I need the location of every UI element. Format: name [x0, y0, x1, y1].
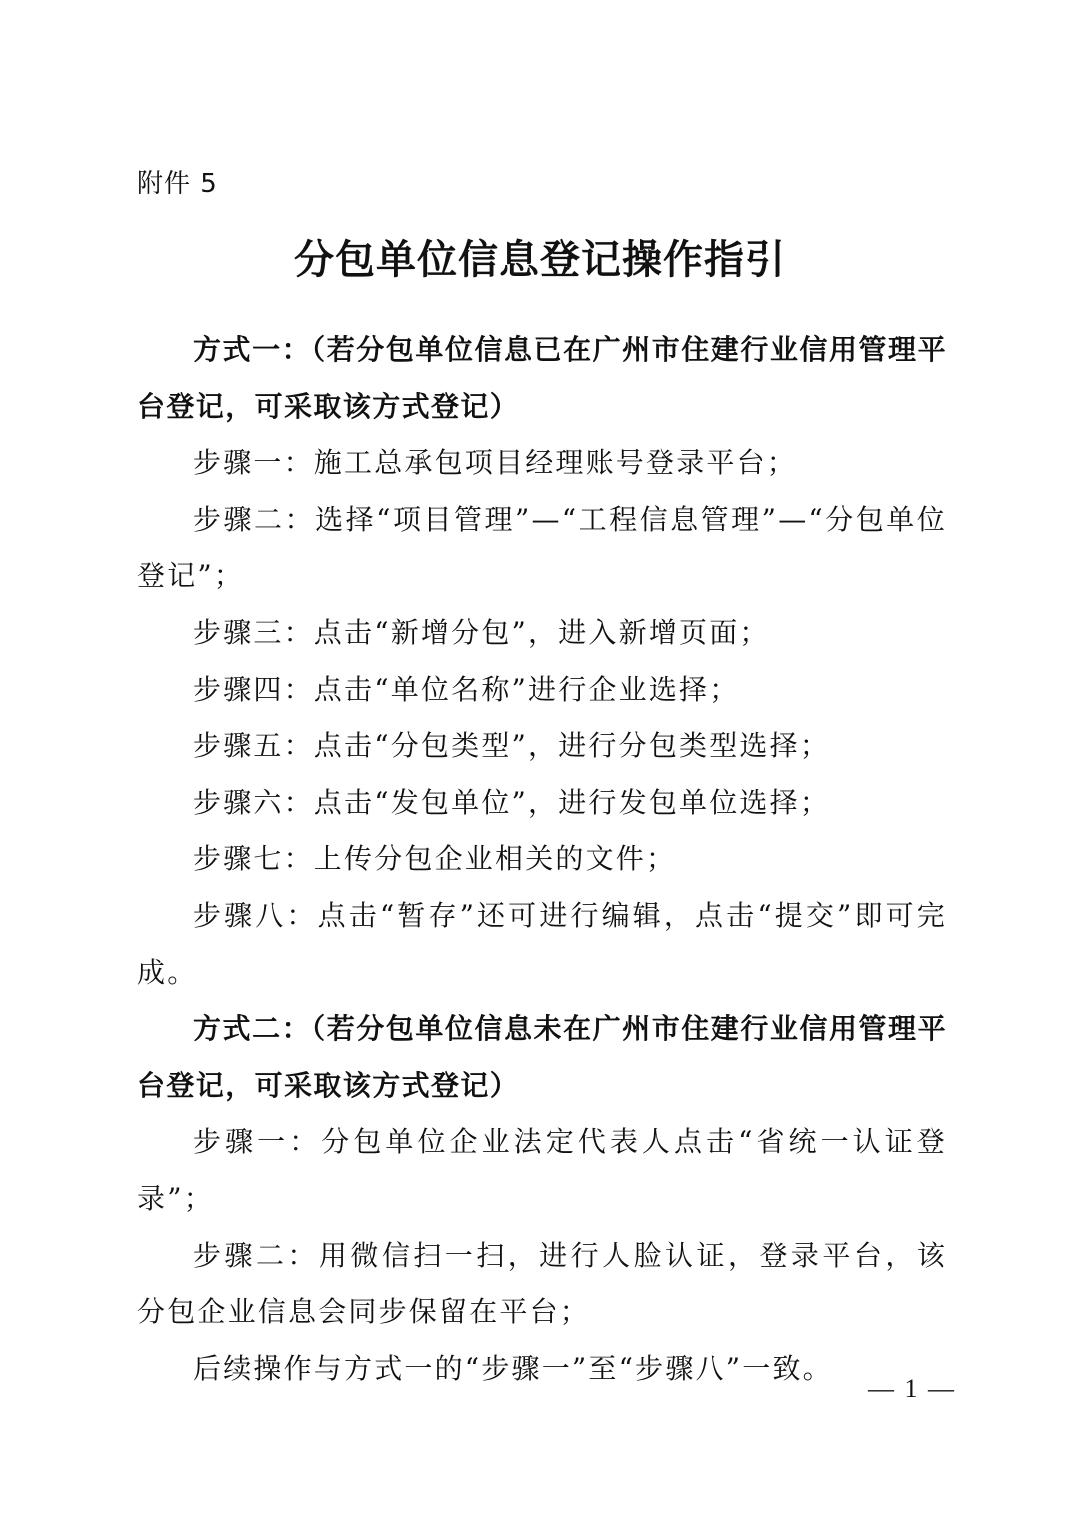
- method-one-step-3: 步骤三：点击“新增分包”，进入新增页面；: [193, 615, 770, 649]
- method-two-step-2: 步骤二：用微信扫一扫，进行人脸认证，登录平台，该分包企业信息会同步保留在平台；: [137, 1238, 947, 1329]
- method-one-heading: 方式一：（若分包单位信息已在广州市住建行业信用管理平台登记，可采取该方式登记）: [137, 333, 947, 423]
- method-one-step-2: 步骤二：选择“项目管理”—“工程信息管理”—“分包单位登记”；: [137, 502, 947, 593]
- document-body: [137, 322, 947, 1397]
- method-one-step-5: 步骤五：点击“分包类型”，进行分包类型选择；: [193, 729, 831, 763]
- method-one-step-7: 步骤七：上传分包企业相关的文件；: [193, 842, 677, 876]
- method-two-followup: 后续操作与方式一的“步骤一”至“步骤八”一致。: [193, 1351, 833, 1385]
- page-number: — 1 —: [868, 1374, 956, 1403]
- page-title: 分包单位信息登记操作指引: [294, 237, 786, 283]
- attachment-label: 附件 5: [137, 169, 218, 199]
- method-one-step-4: 步骤四：点击“单位名称”进行企业选择；: [193, 672, 740, 706]
- method-one-step-1: 步骤一：施工总承包项目经理账号登录平台；: [193, 446, 798, 480]
- method-two-step-1: 步骤一：分包单位企业法定代表人点击“省统一认证登录”；: [137, 1125, 947, 1215]
- method-one-step-6: 步骤六：点击“发包单位”，进行发包单位选择；: [193, 785, 831, 819]
- method-two-heading: 方式二：（若分包单位信息未在广州市住建行业信用管理平台登记，可采取该方式登记）: [137, 1012, 947, 1102]
- method-one-step-8: 步骤八：点击“暂存”还可进行编辑，点击“提交”即可完成。: [137, 898, 947, 989]
